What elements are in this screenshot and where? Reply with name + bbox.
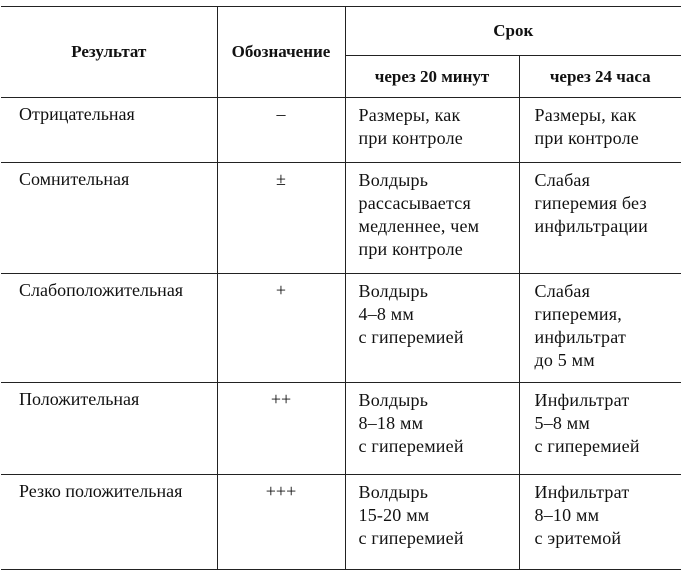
cell-after-20-min bbox=[345, 383, 519, 475]
header-result: Результат bbox=[1, 7, 217, 98]
cell-sign: – bbox=[217, 98, 345, 163]
cell-line: Инфильтрат bbox=[534, 482, 630, 502]
header-after-24-h: через 24 часа bbox=[519, 56, 681, 98]
cell-after-20-min bbox=[345, 98, 519, 163]
cell-result: Положительная bbox=[1, 383, 217, 475]
table-row bbox=[1, 475, 681, 570]
header-term: Срок bbox=[345, 7, 681, 56]
cell-line: до 5 мм bbox=[534, 350, 595, 370]
cell-line: с гиперемией bbox=[358, 327, 464, 347]
cell-after-24-h bbox=[519, 98, 681, 163]
cell-line: инфильтрат bbox=[534, 327, 627, 347]
cell-after-24-h bbox=[519, 163, 681, 274]
cell-after-20-min bbox=[345, 274, 519, 383]
cell-line: Волдырь bbox=[358, 170, 429, 190]
cell-after-24-h bbox=[519, 475, 681, 570]
table-row bbox=[1, 163, 681, 274]
cell-after-20-min bbox=[345, 163, 519, 274]
results-table bbox=[1, 6, 681, 570]
cell-line: Слабая bbox=[534, 281, 591, 301]
cell-line: 4–8 мм bbox=[358, 304, 414, 324]
cell-line: медленнее, чем bbox=[358, 216, 480, 236]
cell-after-20-min bbox=[345, 475, 519, 570]
cell-line: Размеры, как bbox=[534, 105, 637, 125]
cell-line: с гиперемией bbox=[534, 436, 640, 456]
cell-line: Волдырь bbox=[358, 482, 429, 502]
cell-result: Отрицательная bbox=[1, 98, 217, 163]
cell-line: при контроле bbox=[534, 128, 639, 148]
cell-sign: + bbox=[217, 274, 345, 383]
cell-line: Волдырь bbox=[358, 390, 429, 410]
cell-line: гиперемия, bbox=[534, 304, 622, 324]
cell-line: гиперемия без bbox=[534, 193, 647, 213]
cell-after-24-h bbox=[519, 383, 681, 475]
cell-result: Резко положительная bbox=[1, 475, 217, 570]
cell-line: 8–10 мм bbox=[534, 505, 600, 525]
cell-line: с гиперемией bbox=[358, 436, 464, 456]
cell-sign: ++ bbox=[217, 383, 345, 475]
cell-result: Сомнительная bbox=[1, 163, 217, 274]
cell-line: инфильтрации bbox=[534, 216, 648, 236]
cell-line: Слабая bbox=[534, 170, 591, 190]
cell-after-24-h bbox=[519, 274, 681, 383]
cell-sign: ± bbox=[217, 163, 345, 274]
cell-line: Размеры, как bbox=[358, 105, 461, 125]
table-row bbox=[1, 98, 681, 163]
cell-line: с гиперемией bbox=[358, 528, 464, 548]
header-designation: Обозначение bbox=[217, 7, 345, 98]
cell-line: при контроле bbox=[358, 239, 463, 259]
table-row bbox=[1, 383, 681, 475]
cell-sign: +++ bbox=[217, 475, 345, 570]
cell-line: 15-20 мм bbox=[358, 505, 430, 525]
header-after-20-min: через 20 минут bbox=[345, 56, 519, 98]
cell-line: рассасывается bbox=[358, 193, 471, 213]
table-row bbox=[1, 274, 681, 383]
table-header bbox=[1, 7, 681, 98]
cell-line: с эритемой bbox=[534, 528, 622, 548]
cell-line: 8–18 мм bbox=[358, 413, 424, 433]
cell-line: Волдырь bbox=[358, 281, 429, 301]
cell-line: Инфильтрат bbox=[534, 390, 630, 410]
cell-result: Слабоположительная bbox=[1, 274, 217, 383]
table-body bbox=[1, 98, 681, 570]
cell-line: при контроле bbox=[358, 128, 463, 148]
cell-line: 5–8 мм bbox=[534, 413, 590, 433]
